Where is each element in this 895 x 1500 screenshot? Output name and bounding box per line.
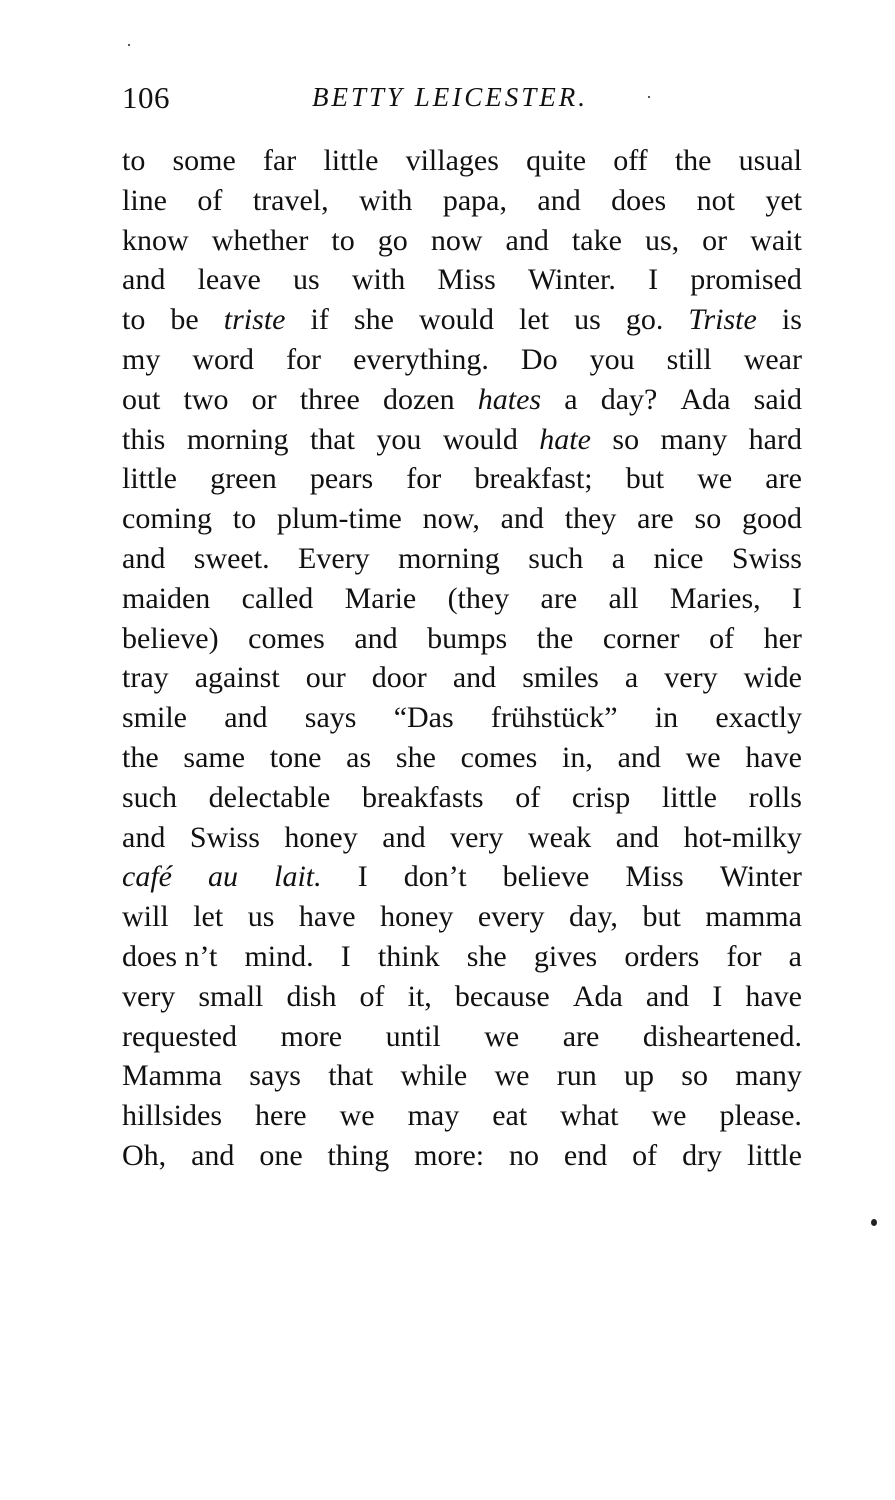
- word: up: [623, 1059, 654, 1093]
- text-line: [122, 579, 802, 619]
- text-line: [122, 221, 802, 261]
- word: wear: [743, 342, 802, 376]
- word: corner: [602, 621, 680, 655]
- word: word: [192, 342, 255, 376]
- word: while: [400, 1059, 468, 1093]
- word: leave: [197, 263, 261, 297]
- text-line: [122, 141, 802, 181]
- word: the: [122, 740, 159, 774]
- text-line: [122, 1136, 802, 1176]
- word: still: [666, 342, 712, 376]
- word: hillsides: [122, 1099, 223, 1133]
- word: a: [624, 661, 639, 695]
- text-line: [122, 539, 802, 579]
- word: or: [702, 223, 728, 257]
- text-line: [122, 698, 802, 738]
- word: everything.: [353, 342, 489, 376]
- word: let: [193, 900, 224, 934]
- word: Do: [520, 342, 558, 376]
- word: honey: [380, 900, 454, 934]
- word: dish: [286, 979, 337, 1013]
- word: now,: [422, 502, 480, 536]
- word: and: [382, 820, 426, 854]
- word: we: [494, 1059, 530, 1093]
- word: orders: [624, 939, 700, 973]
- word: I: [712, 979, 723, 1013]
- word: we: [651, 1099, 687, 1133]
- word: for: [286, 342, 322, 376]
- word: very: [450, 820, 504, 854]
- word: every: [477, 900, 545, 934]
- word: in: [654, 701, 679, 735]
- ink-speck: [648, 96, 650, 98]
- text-line: [122, 380, 802, 420]
- word: and: [122, 541, 166, 575]
- word: au: [208, 860, 239, 894]
- word: Miss: [437, 263, 496, 297]
- text-line: [122, 937, 802, 977]
- word: our: [305, 661, 346, 695]
- word: gives: [533, 939, 598, 973]
- text-line: [122, 977, 802, 1017]
- text-line: [122, 499, 802, 539]
- word: of: [359, 979, 385, 1013]
- word: now: [430, 223, 483, 257]
- word: is: [781, 303, 802, 337]
- word: have: [745, 979, 802, 1013]
- word: smiles: [522, 661, 599, 695]
- text-line: [122, 619, 802, 659]
- word: that: [328, 1059, 374, 1093]
- word: think: [377, 939, 440, 973]
- word: and: [615, 820, 660, 854]
- word: comes: [460, 740, 538, 774]
- word: day?: [600, 382, 658, 416]
- word: know: [122, 223, 189, 257]
- word: such: [528, 541, 584, 575]
- text-line: [122, 181, 802, 221]
- word: pears: [309, 462, 374, 496]
- word: are: [637, 502, 674, 536]
- word: yet: [765, 183, 802, 217]
- word: us: [292, 263, 320, 297]
- text-line: [122, 1056, 802, 1096]
- word: Every: [298, 541, 370, 575]
- word: Maries,: [669, 581, 761, 615]
- word: and: [191, 1138, 235, 1172]
- word: to: [331, 223, 355, 257]
- word: called: [241, 581, 314, 615]
- word: eat: [492, 1099, 528, 1133]
- word: and: [505, 223, 549, 257]
- word: no: [509, 1138, 540, 1172]
- word: be: [170, 303, 199, 337]
- text-line: [122, 300, 802, 340]
- word: does: [611, 183, 667, 217]
- word: promised: [690, 263, 802, 297]
- text-line: [122, 1017, 802, 1057]
- word: little: [122, 462, 177, 496]
- word: take: [571, 223, 622, 257]
- word: they: [564, 502, 617, 536]
- word: triste: [223, 303, 286, 337]
- word: disheartened.: [642, 1019, 802, 1053]
- word: a: [788, 939, 802, 973]
- word: you: [589, 342, 635, 376]
- word: and: [645, 979, 690, 1013]
- word: exactly: [715, 701, 802, 735]
- word: more: [280, 1019, 343, 1053]
- word: far: [262, 144, 297, 177]
- body-text: [122, 141, 802, 1176]
- word: us,: [644, 223, 680, 257]
- text-line: [122, 420, 802, 460]
- text-line: [122, 260, 802, 300]
- word: green: [210, 462, 277, 496]
- word: (they: [447, 581, 510, 615]
- word: day,: [569, 900, 618, 934]
- word: papa,: [442, 183, 507, 217]
- text-line: [122, 1096, 802, 1136]
- ink-speck: [128, 44, 130, 46]
- word: line: [122, 183, 167, 217]
- word: says: [249, 1059, 301, 1093]
- word: little: [746, 1138, 802, 1172]
- word: Ada: [572, 979, 623, 1013]
- word: in,: [562, 740, 593, 774]
- word: go.: [625, 303, 664, 337]
- word: of: [197, 183, 223, 217]
- word: honey: [284, 820, 358, 854]
- text-line: [122, 658, 802, 698]
- word: let: [519, 303, 550, 337]
- word: I: [648, 263, 659, 297]
- word: and: [224, 701, 268, 735]
- word: good: [741, 502, 802, 536]
- word: rolls: [748, 780, 802, 814]
- word: are: [540, 581, 578, 615]
- word: and: [122, 263, 166, 297]
- word: and: [537, 183, 581, 217]
- word: Mamma: [122, 1059, 222, 1093]
- word: of: [632, 1138, 658, 1172]
- word: plum-time: [276, 502, 402, 536]
- word: “Das: [393, 701, 454, 735]
- word: would: [442, 422, 518, 456]
- word: and: [122, 820, 166, 854]
- word: said: [753, 382, 802, 416]
- word: very: [664, 661, 718, 695]
- word: us: [247, 900, 275, 934]
- word: of: [709, 621, 735, 655]
- word: some: [172, 144, 236, 177]
- word: maiden: [122, 581, 211, 615]
- word: crisp: [571, 780, 631, 814]
- word: out: [122, 382, 161, 416]
- word: end: [563, 1138, 608, 1172]
- word: until: [385, 1019, 441, 1053]
- word: coming: [122, 502, 212, 536]
- word: the: [536, 621, 574, 655]
- word: quite: [526, 144, 587, 177]
- word: sweet.: [193, 541, 270, 575]
- text-line: [122, 738, 802, 778]
- word: we: [697, 462, 733, 496]
- word: the: [674, 144, 712, 177]
- word: with: [359, 183, 413, 217]
- word: not: [696, 183, 735, 217]
- word: same: [183, 740, 246, 774]
- word: thing: [327, 1138, 390, 1172]
- word: little: [323, 144, 379, 177]
- text-line: [122, 340, 802, 380]
- word: she: [353, 303, 394, 337]
- word: may: [407, 1099, 460, 1133]
- word: or: [251, 382, 277, 416]
- word: against: [194, 661, 280, 695]
- word: does n’t: [122, 939, 218, 973]
- word: and: [617, 740, 661, 774]
- text-line: [122, 778, 802, 818]
- word: are: [765, 462, 802, 496]
- word: as: [346, 740, 372, 774]
- word: to: [232, 502, 257, 536]
- word: usual: [738, 144, 802, 177]
- word: with: [351, 263, 406, 297]
- word: that: [309, 422, 355, 456]
- word: says: [304, 701, 357, 735]
- word: Swiss: [189, 820, 260, 854]
- word: mind.: [244, 939, 314, 973]
- word: because: [454, 979, 550, 1013]
- word: hard: [748, 422, 802, 456]
- word: if: [310, 303, 329, 337]
- word: door: [371, 661, 427, 695]
- word: comes: [248, 621, 325, 655]
- word: tray: [122, 661, 169, 695]
- word: Triste: [688, 303, 757, 337]
- running-title: BETTY LEICESTER.: [312, 82, 589, 112]
- word: run: [556, 1059, 597, 1093]
- word: weak: [527, 820, 592, 854]
- word: whether: [211, 223, 309, 257]
- word: tone: [269, 740, 322, 774]
- word: we: [685, 740, 721, 774]
- word: please.: [719, 1099, 802, 1133]
- word: her: [763, 621, 802, 655]
- word: mamma: [705, 900, 802, 934]
- word: bumps: [427, 621, 508, 655]
- word: Winter: [719, 860, 802, 894]
- ink-speck: [871, 1219, 877, 1226]
- word: I: [357, 860, 368, 894]
- text-line: [122, 857, 802, 897]
- word: wait: [750, 223, 802, 257]
- word: many: [660, 422, 728, 456]
- word: Swiss: [731, 541, 802, 575]
- word: to: [122, 303, 146, 337]
- word: have: [745, 740, 802, 774]
- word: three: [299, 382, 360, 416]
- word: frühstück”: [490, 701, 618, 735]
- word: so: [612, 422, 640, 456]
- word: lait.: [274, 860, 322, 894]
- page-header: [122, 80, 802, 124]
- word: all: [608, 581, 639, 615]
- word: it,: [407, 979, 432, 1013]
- word: morning: [398, 541, 500, 575]
- word: hate: [539, 422, 591, 456]
- word: she: [466, 939, 507, 973]
- word: to: [122, 144, 146, 177]
- word: us: [574, 303, 601, 337]
- word: one: [259, 1138, 303, 1172]
- text-line: [122, 818, 802, 858]
- word: she: [395, 740, 436, 774]
- word: breakfast;: [474, 462, 593, 496]
- word: hot-milky: [683, 820, 802, 854]
- word: a: [611, 541, 626, 575]
- word: hates: [477, 382, 542, 416]
- word: so: [681, 1059, 708, 1093]
- word: wide: [743, 661, 802, 695]
- word: so: [694, 502, 722, 536]
- word: will: [122, 900, 169, 934]
- word: I: [340, 939, 351, 973]
- word: you: [376, 422, 422, 456]
- word: Miss: [625, 860, 684, 894]
- word: two: [183, 382, 229, 416]
- word: off: [613, 144, 648, 177]
- word: requested: [122, 1019, 237, 1053]
- word: this: [122, 422, 166, 456]
- word: of: [515, 780, 541, 814]
- word: and: [500, 502, 544, 536]
- word: Ada: [680, 382, 731, 416]
- word: dozen: [382, 382, 455, 416]
- word: villages: [405, 144, 499, 177]
- word: would: [418, 303, 494, 337]
- word: believe): [122, 621, 219, 655]
- word: go: [377, 223, 408, 257]
- word: Oh,: [122, 1138, 167, 1172]
- word: Winter.: [527, 263, 616, 297]
- word: small: [198, 979, 264, 1013]
- word: but: [625, 462, 665, 496]
- word: we: [484, 1019, 520, 1053]
- text-line: [122, 897, 802, 937]
- word: don’t: [403, 860, 467, 894]
- word: for: [406, 462, 442, 496]
- word: we: [339, 1099, 375, 1133]
- word: travel,: [252, 183, 329, 217]
- word: very: [122, 979, 176, 1013]
- word: little: [661, 780, 717, 814]
- word: and: [452, 661, 497, 695]
- word: more:: [414, 1138, 485, 1172]
- word: are: [562, 1019, 600, 1053]
- word: nice: [653, 541, 704, 575]
- word: believe: [502, 860, 590, 894]
- word: breakfasts: [361, 780, 484, 814]
- word: café: [122, 860, 172, 894]
- text-line: [122, 459, 802, 499]
- word: for: [726, 939, 762, 973]
- word: what: [560, 1099, 619, 1133]
- page-number: 106: [122, 80, 170, 115]
- word: morning: [186, 422, 289, 456]
- word: but: [642, 900, 681, 934]
- word: have: [298, 900, 356, 934]
- word: many: [735, 1059, 802, 1093]
- word: dry: [682, 1138, 723, 1172]
- word: and: [354, 621, 398, 655]
- word: delectable: [208, 780, 331, 814]
- word: my: [122, 342, 161, 376]
- word: I: [791, 581, 802, 615]
- word: such: [122, 780, 177, 814]
- word: Marie: [344, 581, 417, 615]
- word: a: [564, 382, 578, 416]
- word: smile: [122, 701, 187, 735]
- word: here: [255, 1099, 307, 1133]
